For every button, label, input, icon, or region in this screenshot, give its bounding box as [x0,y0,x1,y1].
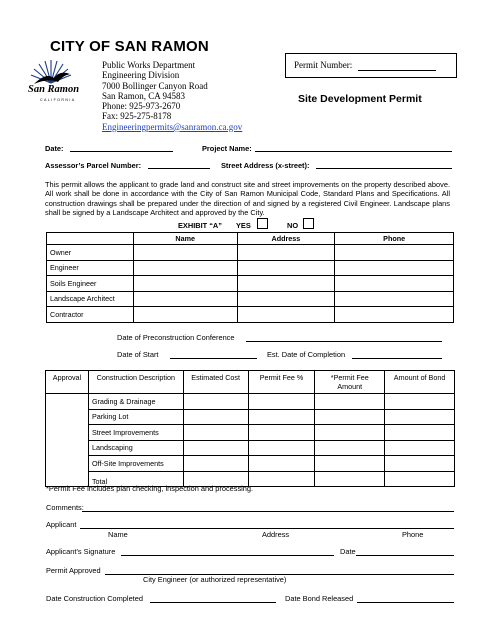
division: Engineering Division [102,70,180,81]
table-row [46,456,455,472]
signature-date-label: Date [340,547,356,556]
approval-cell[interactable] [46,440,89,456]
name-cell[interactable] [133,260,237,276]
row-label: Landscaping [88,440,183,456]
address-cell[interactable] [237,291,335,307]
fax: Fax: 925-275-8178 [102,111,172,122]
table-header-row [46,371,455,394]
address-cell[interactable] [237,307,335,323]
header-cell: Name [133,233,237,245]
row-label: Grading & Drainage [88,394,183,410]
fee-amount-cell[interactable] [315,471,385,487]
form-title: Site Development Permit [298,93,422,105]
approval-cell[interactable] [46,456,89,472]
department: Public Works Department [102,60,196,70]
permit-number-field[interactable] [358,70,436,71]
cost-cell[interactable] [183,425,248,441]
phone-cell[interactable] [335,276,454,292]
approval-cell[interactable] [46,394,89,410]
phone-cell[interactable] [335,307,454,323]
applicant-signature-field[interactable] [121,555,334,556]
exhibit-yes-checkbox[interactable] [257,218,268,229]
completion-label: Est. Date of Completion [267,350,346,359]
date-label: Date: [45,144,64,153]
completion-field[interactable] [352,358,442,359]
row-label: Landscape Architect [47,291,134,307]
exhibit-no-label: NO [287,221,299,230]
cost-cell[interactable] [183,440,248,456]
comments-field[interactable] [82,511,454,512]
approval-cell[interactable] [46,425,89,441]
name-cell[interactable] [133,245,237,261]
header-cell: Phone [335,233,454,245]
permit-number-label: Permit Number: [294,60,353,70]
name-cell[interactable] [133,276,237,292]
fee-amount-cell[interactable] [315,394,385,410]
date-field[interactable] [70,151,173,152]
header-cell: Approval [46,371,89,394]
street-address-label: Street Address (x-street): [221,161,310,170]
apn-field[interactable] [148,168,210,169]
apn-label: Assessor’s Parcel Number: [45,161,142,170]
row-label: Owner [47,245,134,261]
applicant-signature-label: Applicant’s Signature [46,547,116,556]
header-cell: *Permit Fee Amount [315,371,385,394]
header-cell: Permit Fee % [248,371,315,394]
contact-block [102,60,242,132]
fee-amount-cell[interactable] [315,440,385,456]
address-cell[interactable] [237,245,335,261]
email-link[interactable]: Engineeringpermits@sanramon.ca.gov [102,121,243,132]
cost-cell[interactable] [183,394,248,410]
construction-completed-field[interactable] [150,602,276,603]
project-name-label: Project Name: [202,144,252,153]
fee-pct-cell[interactable] [248,456,315,472]
start-date-field[interactable] [170,358,257,359]
address-line-1: 7000 Bollinger Canyon Road [102,80,208,91]
fee-pct-cell[interactable] [248,409,315,425]
name-cell[interactable] [133,291,237,307]
fee-footnote: *Permit Fee includes plan checking, inspection and processing. [46,484,254,493]
header-cell: Amount of Bond [385,371,455,394]
fees-table [45,370,455,487]
table-row [47,276,454,292]
address-line-2: San Ramon, CA 94583 [102,90,186,101]
applicant-field[interactable] [80,528,454,529]
city-title: CITY OF SAN RAMON [50,38,209,55]
fee-amount-cell[interactable] [315,456,385,472]
bond-cell[interactable] [385,456,455,472]
bond-cell[interactable] [385,409,455,425]
header-cell: Estimated Cost [183,371,248,394]
table-row [46,425,455,441]
phone: Phone: 925-973-2670 [102,101,181,112]
project-name-field[interactable] [255,151,452,152]
permit-description: This permit allows the applicant to grade land and construct site and street improvements on the property described above. All work shall be done in accordance with the City of San Ramon Municipal Code, Standard Plans and Specifications. All construction drawings shall be prepared under the direction of and signed by a registered Civil Engineer. Landscape plans shall be signed by a Landscape Architect and approved by the City. [45,180,450,218]
exhibit-no-checkbox[interactable] [303,218,314,229]
applicant-address-caption: Address [262,530,290,539]
row-label: Off-Site Improvements [88,456,183,472]
bond-cell[interactable] [385,440,455,456]
approval-cell[interactable] [46,409,89,425]
logo-subtext: CALIFORNIA [40,98,76,102]
fee-pct-cell[interactable] [248,425,315,441]
header-cell: Address [237,233,335,245]
phone-cell[interactable] [335,260,454,276]
table-row [46,440,455,456]
bond-cell[interactable] [385,394,455,410]
header-cell [47,233,134,245]
applicant-phone-caption: Phone [402,530,424,539]
exhibit-a-label: EXHIBIT “A” [178,221,222,230]
exhibit-yes-label: YES [236,221,251,230]
table-row [47,307,454,323]
row-label: Contractor [47,307,134,323]
construction-completed-label: Date Construction Completed [46,594,143,603]
phone-cell[interactable] [335,245,454,261]
fee-amount-cell[interactable] [315,425,385,441]
table-row [47,260,454,276]
table-row [46,409,455,425]
comments-label: Comments: [46,503,84,512]
table-row [47,245,454,261]
fee-amount-cell[interactable] [315,409,385,425]
fee-pct-cell[interactable] [248,440,315,456]
fee-pct-cell[interactable] [248,471,315,487]
applicant-name-caption: Name [108,530,128,539]
cost-cell[interactable] [183,409,248,425]
signature-date-field[interactable] [356,555,454,556]
cost-cell[interactable] [183,456,248,472]
logo-text: San Ramon [28,84,80,95]
bond-released-field[interactable] [357,602,454,603]
row-label: Parking Lot [88,409,183,425]
bond-cell[interactable] [385,425,455,441]
row-label: Street Improvements [88,425,183,441]
phone-cell[interactable] [335,291,454,307]
fee-pct-cell[interactable] [248,394,315,410]
address-cell[interactable] [237,276,335,292]
contacts-table [46,232,454,323]
header-cell: Construction Description [88,371,183,394]
start-date-label: Date of Start [117,350,159,359]
applicant-label: Applicant [46,520,77,529]
address-cell[interactable] [237,260,335,276]
row-label: Total [88,471,183,487]
row-label: Engineer [47,260,134,276]
table-row [47,291,454,307]
table-header-row [47,233,454,245]
bond-cell[interactable] [385,471,455,487]
name-cell[interactable] [133,307,237,323]
preconstruction-label: Date of Preconstruction Conference [117,333,235,342]
city-engineer-caption: City Engineer (or authorized representative) [143,575,287,584]
street-address-field[interactable] [316,168,452,169]
permit-approved-label: Permit Approved [46,566,101,575]
preconstruction-field[interactable] [246,341,442,342]
row-label: Soils Engineer [47,276,134,292]
permit-number-box [285,53,457,78]
table-row [46,394,455,410]
bond-released-label: Date Bond Released [285,594,354,603]
